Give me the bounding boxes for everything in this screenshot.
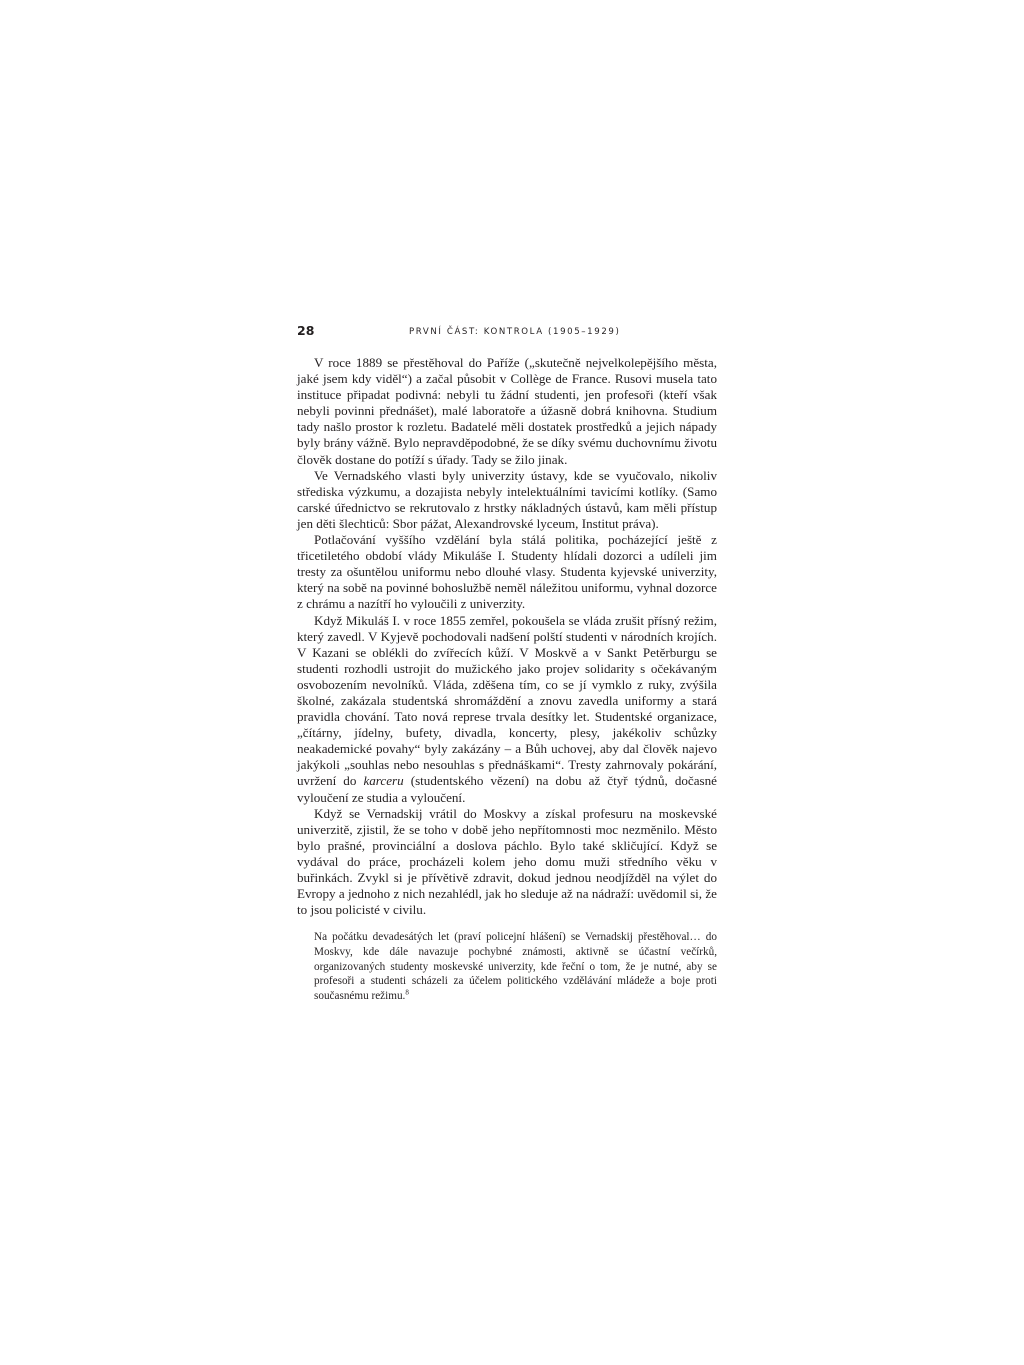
blockquote-text — [314, 930, 717, 1004]
paragraph: V roce 1889 se přestěhoval do Paříže („skutečně nejvelkolepějšího města, jaké jsem kdy viděl“) a začal působit v Collège de France. Rusovi musela tato instituce připadat podivná: nebyli tu žádní studenti, jen profesoři (kteří však nebyli povinni přednášet), malé laboratoře a úžasně dobrá knihovna. Studium tady našlo prostor k rozletu. Badatelé měli dostatek prostředků a jejich nápady byly brány vážně. Bylo nepravděpodobné, že se díky svému duchovnímu životu člověk dostane do potíží s úřady. Tady se žilo jinak. — [297, 355, 717, 467]
quote-text: Na počátku devadesátých let (praví policejní hlášení) se Vernadskij přestěhoval… do Moskvy, kde dále navazuje pochybné známosti, aktivně se účastní večírků, organizovaných studenty moskevské univerzity, kde řeční o tom, že je nutné, aby se profesoři a studenti scházeli za účelem politického vzdělávání mládeže a boje proti současnému režimu. — [314, 931, 717, 1003]
page-number: 28 — [297, 323, 315, 338]
paragraph-text-end: (studentského vězení) na dobu až čtyř týdnů, dočasné vyloučení ze studia a vyloučení. — [297, 773, 717, 805]
running-head: PRVNÍ ČÁST: KONTROLA (1905–1929) — [409, 327, 621, 337]
blockquote — [314, 930, 717, 1004]
paragraph-text: Když Mikuláš I. v roce 1855 zemřel, pokoušela se vláda zrušit přísný režim, který zavedl. V Kyjevě pochodovali nadšení polští studenti v národních krojích. V Kazani se oblékli do zvířecích kůží. V Moskvě a v Sankt Petěrburgu se studenti rozhodli ustrojit do mužického jako projev solidarity s očekávaným osvobozením nevolníků. Vláda, zděšena tím, co se jí vymklo z ruky, zvýšila školné, zakázala studentská shromáždění a znovu zavedla uniformy a stará pravidla chování. Tato nová represe trvala desítky let. Studentské organizace, „čítárny, jídelny, bufety, divadla, koncerty, plesy, jakékoliv schůzky neakademické povahy“ byly zakázány – a Bůh uchovej, aby dal člověk najevo jakýkoli „souhlas nebo nesouhlas s přednáškami“. Tresty zahrnovaly pokárání, uvržení do — [297, 612, 717, 789]
paragraph: Když se Vernadskij vrátil do Moskvy a získal profesuru na moskevské univerzitě, zjistil, že se toho v době jeho nepřítomnosti moc nezměnilo. Město bylo prašné, provinciální a doslova páchlo. Bylo také skličující. Když se vydával do práce, procházeli kolem jeho domu muži středního věku v buřinkách. Zvykl si je přívětivě zdravit, dokud jednou neodjížděl na výlet do Evropy a jednoho z nich nezahlédl, jak ho sleduje až na nádraží: uvědomil si, že to jsou policisté v civilu. — [297, 805, 717, 918]
body-text — [297, 355, 717, 918]
paragraph: Ve Vernadského vlasti byly univerzity ústavy, kde se vyučovalo, nikoliv střediska výzkumu, a dozajista nebyly intelektuálními tavicími kotlíky. (Samo carské úřednictvo se rekrutovalo z hrstky nákladných ústavů, kam měli přístup jen děti šlechticů: Sbor pážat, Alexandrovské lyceum, Institut práva). — [297, 467, 717, 531]
paragraph — [297, 613, 717, 806]
paragraph: Potlačování vyššího vzdělání byla stálá politika, pocházející ještě z třicetiletého období vlády Mikuláše I. Studenty hlídali dozorci a udíleli jim tresty za ošuntělou uniformu nebo dlouhé vlasy. Studenta kyjevské univerzity, který na sobě na povinné bohoslužbě neměl náležitou uniformu, vyhnal dozorce z chrámu a nazítří ho vyloučili z univerzity. — [297, 532, 717, 612]
page-header — [297, 323, 717, 341]
footnote-marker: 8 — [405, 988, 409, 997]
italic-term: karceru — [363, 773, 404, 789]
